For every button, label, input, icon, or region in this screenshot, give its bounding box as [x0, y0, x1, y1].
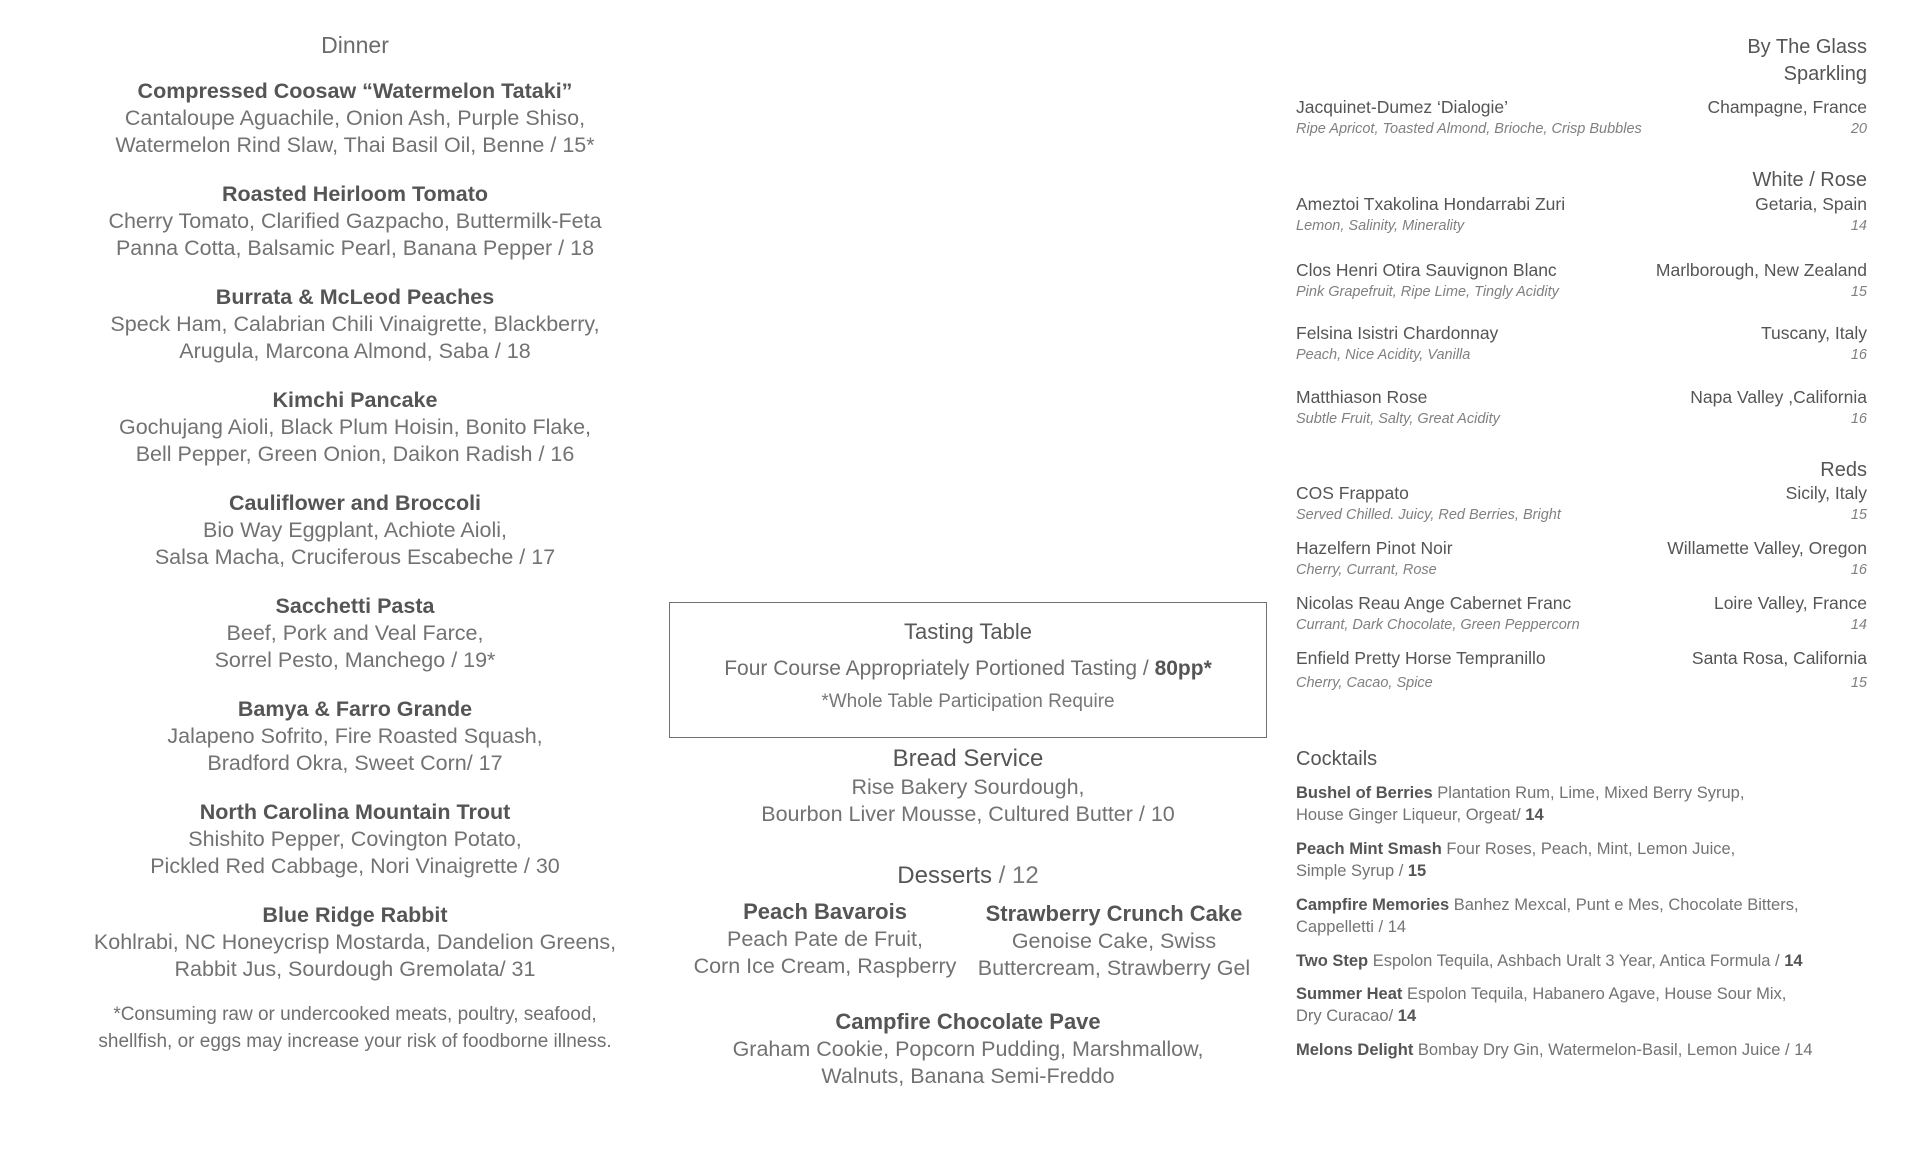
wine-notes: Cherry, Currant, Rose — [1296, 562, 1437, 578]
wine-heading — [1747, 34, 1867, 88]
cocktail-desc: Cappelletti / 14 — [1296, 918, 1407, 936]
wine-name: COS Frappato — [1296, 483, 1409, 503]
wine-region: Santa Rosa, California — [1691, 648, 1867, 668]
dessert-desc: Graham Cookie, Popcorn Pudding, Marshmallow, — [732, 1037, 1204, 1061]
food-safety-disclaimer — [70, 1001, 640, 1055]
dish-desc: Beef, Pork and Veal Farce, — [226, 621, 484, 645]
dish-item — [70, 490, 640, 571]
dessert-desc: Corn Ice Cream, Raspberry — [693, 954, 957, 978]
cocktail-desc: Plantation Rum, Lime, Mixed Berry Syrup, — [1432, 784, 1745, 802]
desserts-price: / 12 — [991, 862, 1039, 889]
wine-region: Tuscany, Italy — [1760, 323, 1867, 343]
wine-price: 15 — [1850, 675, 1867, 691]
wine-item — [1296, 386, 1867, 429]
dish-name: Compressed Coosaw “Watermelon Tataki” — [137, 79, 573, 103]
dish-desc: Gochujang Aioli, Black Plum Hoisin, Bonito Flake, — [118, 415, 592, 439]
tasting-desc-text: Four Course Appropriately Portioned Tasting / — [724, 657, 1155, 680]
wine-region: Willamette Valley, Oregon — [1667, 538, 1867, 558]
dessert-desc: Genoise Cake, Swiss — [1011, 929, 1217, 953]
dish-name: Roasted Heirloom Tomato — [222, 182, 488, 206]
desserts-title: Desserts — [897, 862, 992, 889]
wine-region: Getaria, Spain — [1755, 194, 1867, 214]
wine-name: Matthiason Rose — [1296, 387, 1428, 407]
cocktail-item — [1296, 950, 1876, 972]
wine-region: Champagne, France — [1707, 97, 1867, 117]
dish-desc: Cantaloupe Aguachile, Onion Ash, Purple Shiso, — [124, 106, 586, 130]
by-the-glass-title: By The Glass — [1747, 36, 1867, 58]
dessert-item — [669, 1008, 1267, 1090]
wine-region: Marlborough, New Zealand — [1655, 260, 1867, 280]
dish-item — [70, 78, 640, 159]
cocktail-desc: House Ginger Liqueur, Orgeat/ — [1296, 806, 1521, 824]
wine-price: 16 — [1850, 562, 1867, 578]
wine-notes: Ripe Apricot, Toasted Almond, Brioche, Crisp Bubbles — [1296, 121, 1642, 137]
dish-desc: Sorrel Pesto, Manchego / 19* — [214, 648, 496, 672]
bread-service — [669, 744, 1267, 828]
cocktail-price: 14 — [1393, 1007, 1417, 1025]
wine-item — [1296, 647, 1867, 693]
disclaimer-line: *Consuming raw or undercooked meats, poultry, seafood, — [113, 1004, 597, 1025]
cocktail-name: Summer Heat — [1296, 985, 1403, 1003]
cocktail-name: Campfire Memories — [1296, 896, 1450, 914]
dish-desc: Bio Way Eggplant, Achiote Aioli, — [203, 518, 507, 542]
wine-item — [1296, 322, 1867, 365]
dish-item — [70, 799, 640, 880]
dish-item — [70, 696, 640, 777]
wine-notes: Pink Grapefruit, Ripe Lime, Tingly Acidity — [1296, 284, 1559, 300]
wine-name: Clos Henri Otira Sauvignon Blanc — [1296, 260, 1557, 280]
wine-item — [1296, 259, 1867, 302]
cocktail-item — [1296, 838, 1876, 882]
tasting-price: 80pp* — [1154, 657, 1212, 680]
dish-desc: Cherry Tomato, Clarified Gazpacho, Buttermilk-Feta — [108, 209, 602, 233]
cocktail-item — [1296, 894, 1876, 938]
dish-desc: Jalapeno Sofrito, Fire Roasted Squash, — [167, 724, 543, 748]
wine-notes: Lemon, Salinity, Minerality — [1296, 218, 1465, 234]
dish-item — [70, 284, 640, 365]
dish-desc: Panna Cotta, Balsamic Pearl, Banana Pepper / 18 — [115, 236, 595, 260]
dessert-name: Campfire Chocolate Pave — [835, 1009, 1101, 1034]
wine-item — [1296, 96, 1867, 139]
dessert-desc: Walnuts, Banana Semi-Freddo — [821, 1064, 1115, 1088]
tasting-title: Tasting Table — [903, 619, 1032, 644]
cocktail-name: Two Step — [1296, 952, 1369, 970]
dish-item — [70, 387, 640, 468]
wine-notes: Served Chilled. Juicy, Red Berries, Bright — [1296, 507, 1561, 523]
wine-name: Felsina Isistri Chardonnay — [1296, 323, 1499, 343]
cocktail-desc: Espolon Tequila, Habanero Agave, House Sour Mix, — [1402, 985, 1787, 1003]
disclaimer-line: shellfish, or eggs may increase your risk of foodborne illness. — [98, 1031, 612, 1052]
white-rose-title: White / Rose — [1752, 169, 1867, 191]
reds-title: Reds — [1820, 459, 1867, 481]
sparkling-title: Sparkling — [1783, 63, 1867, 85]
wine-name: Enfield Pretty Horse Tempranillo — [1296, 648, 1546, 668]
wine-item — [1296, 482, 1867, 525]
wine-notes: Subtle Fruit, Salty, Great Acidity — [1296, 411, 1500, 427]
dish-desc: Bradford Okra, Sweet Corn/ 17 — [207, 751, 503, 775]
dessert-name: Strawberry Crunch Cake — [985, 901, 1243, 926]
tasting-table-box — [669, 602, 1267, 738]
wine-price: 20 — [1850, 121, 1867, 137]
cocktail-desc: Dry Curacao/ — [1296, 1007, 1394, 1025]
dessert-name: Peach Bavarois — [743, 899, 907, 924]
dessert-item — [964, 900, 1264, 982]
tasting-note: *Whole Table Participation Require — [821, 691, 1115, 712]
dish-desc: Watermelon Rind Slaw, Thai Basil Oil, Benne / 15* — [115, 133, 595, 157]
dish-desc: Salsa Macha, Cruciferous Escabeche / 17 — [154, 545, 556, 569]
wine-item — [1296, 537, 1867, 580]
cocktail-price: 14 — [1520, 806, 1544, 824]
wine-name: Jacquinet-Dumez ‘Dialogie’ — [1296, 97, 1509, 117]
dish-item — [70, 181, 640, 262]
dish-name: Burrata & McLeod Peaches — [215, 285, 495, 309]
dish-desc: Kohlrabi, NC Honeycrisp Mostarda, Dandelion Greens, — [93, 930, 617, 954]
wine-item — [1296, 193, 1867, 236]
wine-price: 14 — [1850, 218, 1867, 234]
dish-name: North Carolina Mountain Trout — [199, 800, 511, 824]
dessert-desc: Buttercream, Strawberry Gel — [977, 956, 1251, 980]
wine-region: Sicily, Italy — [1785, 483, 1867, 503]
wine-notes: Currant, Dark Chocolate, Green Peppercorn — [1296, 617, 1580, 633]
dish-desc: Arugula, Marcona Almond, Saba / 18 — [179, 339, 531, 363]
cocktails-title: Cocktails — [1296, 748, 1378, 770]
wine-notes: Cherry, Cacao, Spice — [1296, 675, 1433, 691]
wine-price: 14 — [1850, 617, 1867, 633]
wine-price: 16 — [1850, 347, 1867, 363]
wine-region: Napa Valley ,California — [1690, 387, 1867, 407]
dinner-title: Dinner — [321, 32, 389, 58]
wine-price: 15 — [1850, 284, 1867, 300]
dish-desc: Speck Ham, Calabrian Chili Vinaigrette, Blackberry, — [110, 312, 600, 336]
dish-desc: Bell Pepper, Green Onion, Daikon Radish / 16 — [135, 442, 575, 466]
cocktail-desc: Banhez Mexcal, Punt e Mes, Chocolate Bitters, — [1449, 896, 1799, 914]
cocktail-desc: Bombay Dry Gin, Watermelon-Basil, Lemon Juice / 14 — [1413, 1041, 1813, 1059]
cocktail-name: Bushel of Berries — [1296, 784, 1433, 802]
bread-title: Bread Service — [892, 745, 1044, 772]
dish-name: Blue Ridge Rabbit — [262, 903, 448, 927]
wine-notes: Peach, Nice Acidity, Vanilla — [1296, 347, 1471, 363]
dish-name: Bamya & Farro Grande — [237, 697, 473, 721]
dish-desc: Rabbit Jus, Sourdough Gremolata/ 31 — [174, 957, 536, 981]
desserts-heading — [669, 862, 1267, 890]
dish-desc: Pickled Red Cabbage, Nori Vinaigrette / 30 — [150, 854, 560, 878]
cocktail-desc: Simple Syrup / — [1296, 862, 1404, 880]
wine-item — [1296, 592, 1867, 635]
dessert-desc: Peach Pate de Fruit, — [727, 927, 923, 951]
cocktail-item — [1296, 782, 1876, 826]
dish-name: Cauliflower and Broccoli — [228, 491, 482, 515]
cocktail-name: Melons Delight — [1296, 1041, 1414, 1059]
cocktail-desc: Espolon Tequila, Ashbach Uralt 3 Year, Antica Formula / — [1368, 952, 1780, 970]
cocktail-desc: Four Roses, Peach, Mint, Lemon Juice, — [1441, 840, 1736, 858]
cocktail-price: 14 — [1779, 952, 1803, 970]
wine-name: Nicolas Reau Ange Cabernet Franc — [1296, 593, 1572, 613]
tasting-desc — [670, 657, 1266, 681]
wine-price: 15 — [1850, 507, 1867, 523]
cocktail-item — [1296, 1039, 1876, 1061]
dinner-section — [70, 32, 640, 1055]
dish-item — [70, 593, 640, 674]
wine-name: Ameztoi Txakolina Hondarrabi Zuri — [1296, 194, 1566, 214]
wine-price: 16 — [1850, 411, 1867, 427]
wine-region: Loire Valley, France — [1713, 593, 1867, 613]
bread-desc: Rise Bakery Sourdough, — [851, 775, 1085, 799]
dessert-item — [680, 898, 970, 980]
bread-desc: Bourbon Liver Mousse, Cultured Butter / 10 — [761, 802, 1175, 826]
cocktail-item — [1296, 983, 1876, 1027]
wine-name: Hazelfern Pinot Noir — [1296, 538, 1453, 558]
dish-name: Sacchetti Pasta — [275, 594, 435, 618]
dish-item — [70, 902, 640, 983]
cocktail-name: Peach Mint Smash — [1296, 840, 1442, 858]
dish-desc: Shishito Pepper, Covington Potato, — [188, 827, 522, 851]
cocktail-price: 15 — [1403, 862, 1427, 880]
dish-name: Kimchi Pancake — [272, 388, 438, 412]
